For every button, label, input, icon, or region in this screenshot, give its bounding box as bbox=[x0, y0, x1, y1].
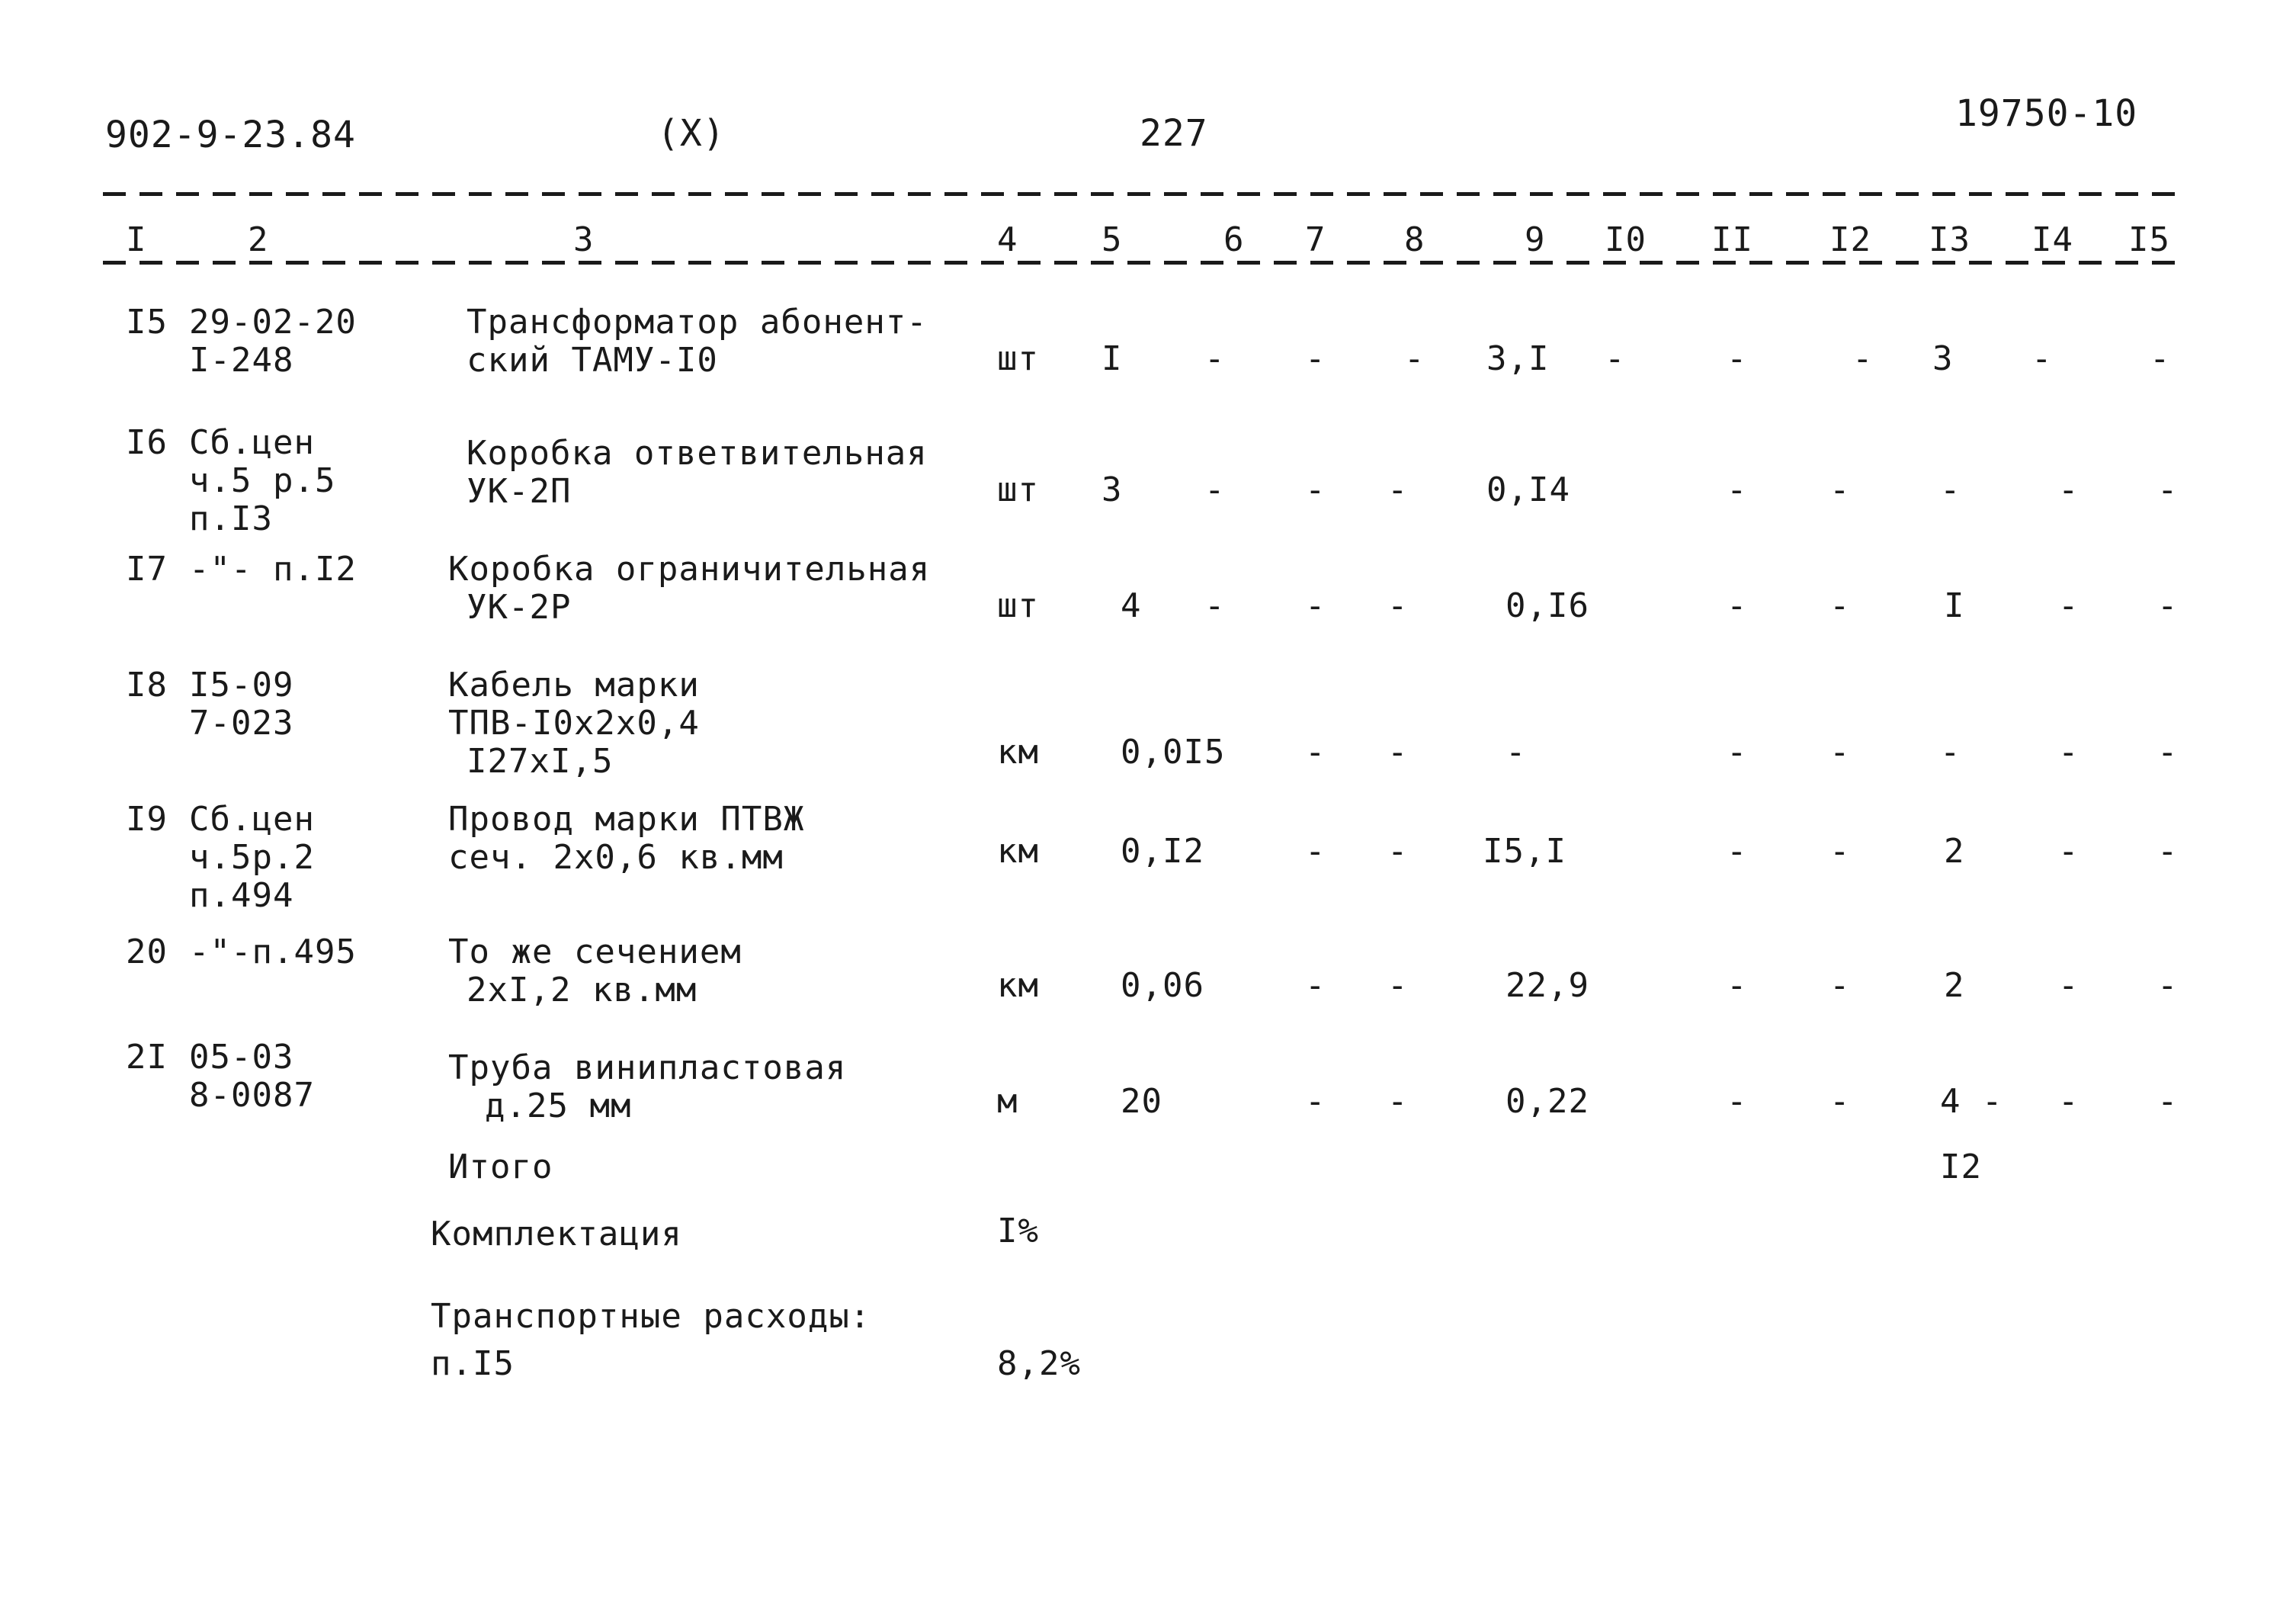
column-number-3: 3 bbox=[573, 220, 595, 259]
cell-col13: - bbox=[1940, 733, 1961, 772]
cell-col11: - bbox=[1727, 339, 1748, 378]
unit: шт bbox=[997, 586, 1039, 625]
cell-col8: - bbox=[1387, 1082, 1409, 1121]
total-label: Итого bbox=[448, 1148, 553, 1186]
column-number-9: 9 bbox=[1525, 220, 1546, 259]
cell-col14: - bbox=[2058, 832, 2080, 871]
cell-col12: - bbox=[1829, 1082, 1851, 1121]
item-name: Коробка ответвительная УК-2П bbox=[467, 434, 928, 511]
cell-col9: 0,I6 bbox=[1506, 586, 1589, 625]
column-number-5: 5 bbox=[1102, 220, 1123, 259]
header-bottom-rule bbox=[103, 261, 2188, 265]
cell-col6: - bbox=[1204, 470, 1226, 509]
column-number-15: I5 bbox=[2128, 220, 2170, 259]
transport-label: Транспортные расходы: bbox=[431, 1297, 871, 1336]
cell-col15: - bbox=[2157, 832, 2179, 871]
column-number-4: 4 bbox=[997, 220, 1018, 259]
cell-col13: 4 - bbox=[1940, 1082, 2003, 1121]
cell-col9: 22,9 bbox=[1506, 966, 1589, 1005]
cell-col11: - bbox=[1727, 832, 1748, 871]
part-label: (X) bbox=[657, 112, 726, 155]
cell-col7: - bbox=[1305, 733, 1326, 772]
cell-col9: 0,22 bbox=[1506, 1082, 1589, 1121]
item-name: Трансформатор абонент- ский ТАМУ-I0 bbox=[467, 303, 928, 380]
cell-col9: 0,I4 bbox=[1486, 470, 1570, 509]
cell-col5: 0,0I5 bbox=[1121, 733, 1226, 772]
price-code: 05-03 8-0087 bbox=[189, 1038, 315, 1115]
cell-col7: - bbox=[1305, 586, 1326, 625]
cell-col15: - bbox=[2157, 1082, 2179, 1121]
cell-col14: - bbox=[2058, 470, 2080, 509]
row-number: I6 bbox=[126, 423, 168, 462]
row-number: I8 bbox=[126, 666, 168, 705]
cell-col13: I bbox=[1944, 586, 1965, 625]
unit: м bbox=[997, 1082, 1018, 1121]
unit: км bbox=[997, 832, 1039, 871]
cell-col5: 4 bbox=[1121, 586, 1142, 625]
price-code: 29-02-20 I-248 bbox=[189, 303, 357, 380]
row-number: 20 bbox=[126, 932, 168, 971]
document-code: 902-9-23.84 bbox=[105, 114, 356, 156]
cell-col8: - bbox=[1387, 586, 1409, 625]
cell-col15: - bbox=[2157, 966, 2179, 1005]
cell-col12: - bbox=[1829, 966, 1851, 1005]
row-number: I7 bbox=[126, 550, 168, 589]
cell-col8: - bbox=[1387, 966, 1409, 1005]
row-number: I9 bbox=[126, 800, 168, 839]
cell-col9: 3,I bbox=[1486, 339, 1550, 378]
cell-col8: - bbox=[1404, 339, 1425, 378]
price-code: Сб.цен ч.5р.2 п.494 bbox=[189, 800, 315, 915]
column-number-2: 2 bbox=[248, 220, 269, 259]
cell-col12: - bbox=[1852, 339, 1874, 378]
cell-col15: - bbox=[2157, 733, 2179, 772]
total-value: I2 bbox=[1940, 1148, 1982, 1186]
cell-col10: - bbox=[1605, 339, 1626, 378]
cell-col13: - bbox=[1940, 470, 1961, 509]
unit: км bbox=[997, 966, 1039, 1005]
completion-value: I% bbox=[997, 1212, 1039, 1250]
cell-col5: 3 bbox=[1102, 470, 1123, 509]
column-number-12: I2 bbox=[1829, 220, 1871, 259]
cell-col7: - bbox=[1305, 966, 1326, 1005]
row-number: 2I bbox=[126, 1038, 168, 1077]
column-number-8: 8 bbox=[1404, 220, 1425, 259]
unit: шт bbox=[997, 339, 1039, 378]
column-number-14: I4 bbox=[2031, 220, 2073, 259]
cell-col5: I bbox=[1102, 339, 1123, 378]
price-code: -"- п.I2 bbox=[189, 550, 357, 589]
cell-col6: - bbox=[1204, 339, 1226, 378]
column-number-1: I bbox=[126, 220, 147, 259]
inventory-number: 19750-10 bbox=[1955, 92, 2138, 135]
cell-col12: - bbox=[1829, 586, 1851, 625]
cell-col14: - bbox=[2031, 339, 2053, 378]
cell-col5: 20 bbox=[1121, 1082, 1162, 1121]
cell-col7: - bbox=[1305, 470, 1326, 509]
column-number-13: I3 bbox=[1929, 220, 1971, 259]
transport-item: п.I5 bbox=[431, 1344, 515, 1383]
cell-col11: - bbox=[1727, 586, 1748, 625]
header-top-rule bbox=[103, 192, 2188, 196]
unit: шт bbox=[997, 470, 1039, 509]
column-number-11: II bbox=[1711, 220, 1753, 259]
column-number-7: 7 bbox=[1305, 220, 1326, 259]
cell-col9: I5,I bbox=[1483, 832, 1566, 871]
item-name: Коробка ограничительная УК-2Р bbox=[448, 550, 931, 627]
cell-col15: - bbox=[2157, 470, 2179, 509]
cell-col5: 0,06 bbox=[1121, 966, 1204, 1005]
unit: км bbox=[997, 733, 1039, 772]
cell-col8: - bbox=[1387, 470, 1409, 509]
cell-col11: - bbox=[1727, 966, 1748, 1005]
item-name: То же сечением 2хI,2 кв.мм bbox=[448, 932, 742, 1010]
completion-label: Комплектация bbox=[431, 1215, 682, 1253]
cell-col14: - bbox=[2058, 966, 2080, 1005]
item-name: Провод марки ПТВЖ сеч. 2х0,6 кв.мм bbox=[448, 800, 805, 877]
cell-col11: - bbox=[1727, 1082, 1748, 1121]
cell-col7: - bbox=[1305, 339, 1326, 378]
price-code: -"-п.495 bbox=[189, 932, 357, 971]
cell-col12: - bbox=[1829, 733, 1851, 772]
cell-col14: - bbox=[2058, 586, 2080, 625]
price-code: Сб.цен ч.5 р.5 п.I3 bbox=[189, 423, 336, 538]
item-name: Кабель марки ТПВ-I0х2х0,4 I27хI,5 bbox=[448, 666, 700, 781]
cell-col12: - bbox=[1829, 470, 1851, 509]
cell-col6: - bbox=[1204, 586, 1226, 625]
row-number: I5 bbox=[126, 303, 168, 342]
cell-col13: 2 bbox=[1944, 832, 1965, 871]
cell-col13: 2 bbox=[1944, 966, 1965, 1005]
cell-col8: - bbox=[1387, 733, 1409, 772]
transport-value: 8,2% bbox=[997, 1344, 1081, 1383]
cell-col15: - bbox=[2157, 586, 2179, 625]
cell-col11: - bbox=[1727, 470, 1748, 509]
cell-col7: - bbox=[1305, 832, 1326, 871]
page-number: 227 bbox=[1140, 112, 1208, 155]
price-code: I5-09 7-023 bbox=[189, 666, 294, 743]
item-name: Труба винипластовая д.25 мм bbox=[448, 1048, 847, 1125]
column-number-6: 6 bbox=[1223, 220, 1245, 259]
cell-col9: - bbox=[1506, 733, 1527, 772]
column-number-10: I0 bbox=[1605, 220, 1647, 259]
cell-col13: 3 bbox=[1932, 339, 1954, 378]
cell-col5: 0,I2 bbox=[1121, 832, 1204, 871]
cell-col14: - bbox=[2058, 1082, 2080, 1121]
cell-col12: - bbox=[1829, 832, 1851, 871]
cell-col8: - bbox=[1387, 832, 1409, 871]
cell-col11: - bbox=[1727, 733, 1748, 772]
cell-col14: - bbox=[2058, 733, 2080, 772]
cell-col15: - bbox=[2150, 339, 2171, 378]
cell-col7: - bbox=[1305, 1082, 1326, 1121]
